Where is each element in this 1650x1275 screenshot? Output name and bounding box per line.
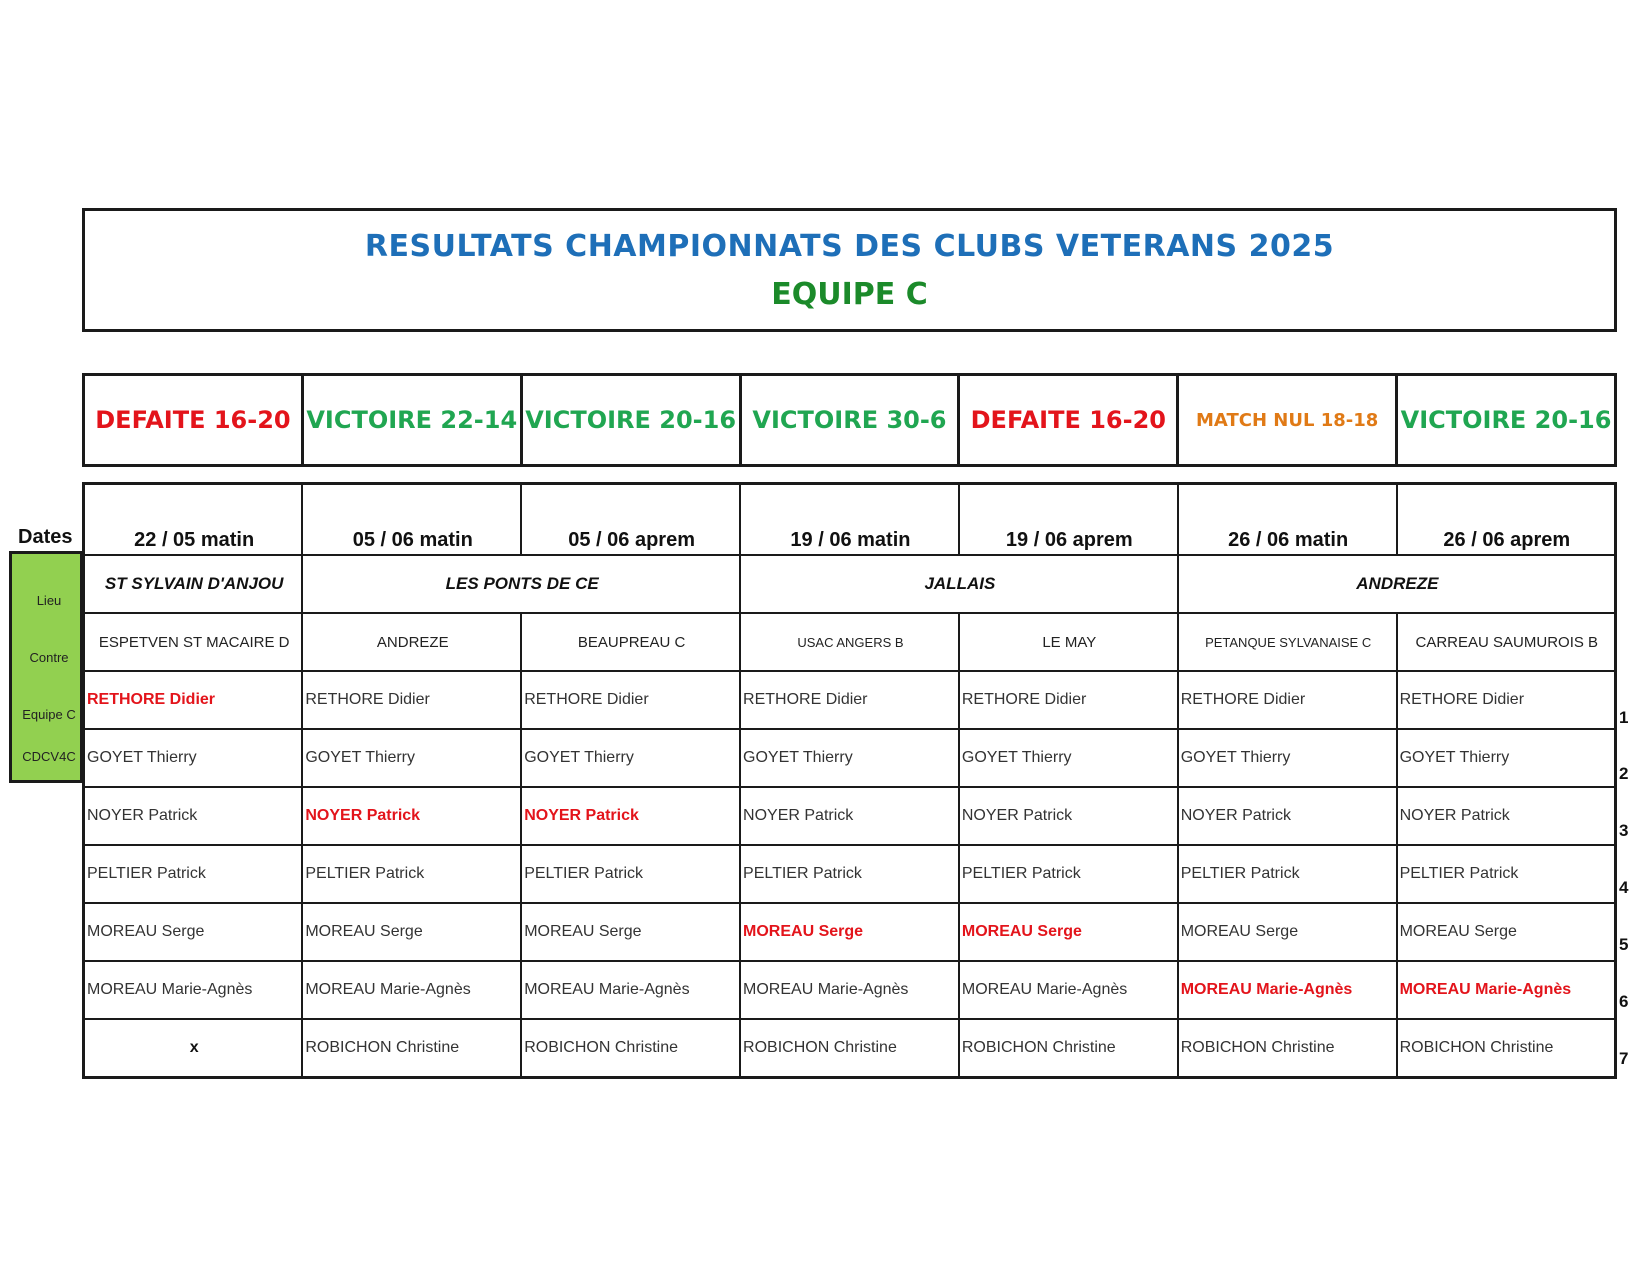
player-cell: x	[84, 1019, 303, 1078]
contre-cell: ESPETVEN ST MACAIRE D	[84, 613, 303, 671]
contre-cell: LE MAY	[959, 613, 1178, 671]
result-cell: MATCH NUL 18-18	[1178, 375, 1397, 466]
results-table	[82, 373, 1617, 467]
player-cell: NOYER Patrick	[740, 787, 959, 845]
player-cell: GOYET Thierry	[521, 729, 740, 787]
player-cell: ROBICHON Christine	[302, 1019, 521, 1078]
player-cell: MOREAU Serge	[521, 903, 740, 961]
player-cell: NOYER Patrick	[302, 787, 521, 845]
contre-cell: BEAUPREAU C	[521, 613, 740, 671]
player-cell: MOREAU Serge	[302, 903, 521, 961]
player-cell: MOREAU Serge	[1397, 903, 1616, 961]
player-cell: GOYET Thierry	[1178, 729, 1397, 787]
contre-cell: PETANQUE SYLVANAISE C	[1178, 613, 1397, 671]
row-number: 6	[1619, 992, 1629, 1011]
result-cell: DEFAITE 16-20	[959, 375, 1178, 466]
player-cell: GOYET Thierry	[740, 729, 959, 787]
lieu-cell: LES PONTS DE CE	[302, 555, 740, 613]
date-cell: 26 / 06 matin	[1178, 484, 1397, 556]
contre-cell: USAC ANGERS B	[740, 613, 959, 671]
date-cell: 26 / 06 aprem	[1397, 484, 1616, 556]
row-number: 7	[1619, 1049, 1629, 1068]
lieu-cell: JALLAIS	[740, 555, 1178, 613]
player-row	[84, 671, 1616, 729]
row-number: 3	[1619, 821, 1629, 840]
player-cell: NOYER Patrick	[959, 787, 1178, 845]
player-cell: MOREAU Serge	[1178, 903, 1397, 961]
row-number: 4	[1619, 878, 1629, 897]
player-cell: MOREAU Marie-Agnès	[1397, 961, 1616, 1019]
player-cell: NOYER Patrick	[84, 787, 303, 845]
date-cell: 19 / 06 matin	[740, 484, 959, 556]
player-cell: MOREAU Marie-Agnès	[302, 961, 521, 1019]
player-cell: RETHORE Didier	[959, 671, 1178, 729]
player-cell: MOREAU Marie-Agnès	[740, 961, 959, 1019]
player-cell: RETHORE Didier	[1397, 671, 1616, 729]
player-cell: MOREAU Marie-Agnès	[1178, 961, 1397, 1019]
result-cell: DEFAITE 16-20	[84, 375, 303, 466]
equipe-label: Equipe C	[22, 707, 76, 722]
player-cell: MOREAU Marie-Agnès	[84, 961, 303, 1019]
player-cell: MOREAU Serge	[959, 903, 1178, 961]
date-cell: 05 / 06 matin	[302, 484, 521, 556]
player-cell: PELTIER Patrick	[1178, 845, 1397, 903]
player-cell: RETHORE Didier	[302, 671, 521, 729]
player-cell: MOREAU Serge	[84, 903, 303, 961]
contre-label: Contre	[29, 650, 69, 665]
player-cell: NOYER Patrick	[1178, 787, 1397, 845]
player-row	[84, 1019, 1616, 1078]
player-cell: GOYET Thierry	[959, 729, 1178, 787]
dates-row	[84, 484, 1616, 556]
player-row	[84, 903, 1616, 961]
schedule-table	[82, 482, 1617, 1079]
player-cell: RETHORE Didier	[740, 671, 959, 729]
lieu-label: Lieu	[36, 593, 62, 608]
player-cell: NOYER Patrick	[1397, 787, 1616, 845]
player-cell: MOREAU Serge	[740, 903, 959, 961]
player-cell: PELTIER Patrick	[959, 845, 1178, 903]
results-row	[84, 375, 1616, 466]
player-cell: GOYET Thierry	[84, 729, 303, 787]
player-cell: MOREAU Marie-Agnès	[959, 961, 1178, 1019]
contre-cell: ANDREZE	[302, 613, 521, 671]
player-row	[84, 729, 1616, 787]
player-row	[84, 787, 1616, 845]
lieu-cell: ST SYLVAIN D'ANJOU	[84, 555, 303, 613]
club-label: CDCV4C	[22, 749, 76, 764]
player-cell: PELTIER Patrick	[740, 845, 959, 903]
result-cell: VICTOIRE 20-16	[1397, 375, 1616, 466]
player-row	[84, 961, 1616, 1019]
side-label-column	[9, 551, 83, 783]
result-cell: VICTOIRE 20-16	[521, 375, 740, 466]
player-cell: ROBICHON Christine	[521, 1019, 740, 1078]
player-cell: ROBICHON Christine	[740, 1019, 959, 1078]
result-cell: VICTOIRE 30-6	[740, 375, 959, 466]
result-cell: VICTOIRE 22-14	[302, 375, 521, 466]
player-cell: NOYER Patrick	[521, 787, 740, 845]
row-number: 1	[1619, 708, 1629, 727]
lieu-row	[84, 555, 1616, 613]
player-cell: MOREAU Marie-Agnès	[521, 961, 740, 1019]
player-cell: ROBICHON Christine	[1397, 1019, 1616, 1078]
title-box	[82, 208, 1617, 332]
player-cell: PELTIER Patrick	[521, 845, 740, 903]
dates-label: Dates	[18, 526, 73, 548]
contre-row	[84, 613, 1616, 671]
page-subtitle: EQUIPE C	[771, 277, 928, 312]
player-cell: GOYET Thierry	[302, 729, 521, 787]
player-cell: RETHORE Didier	[84, 671, 303, 729]
player-cell: PELTIER Patrick	[302, 845, 521, 903]
date-cell: 19 / 06 aprem	[959, 484, 1178, 556]
date-cell: 22 / 05 matin	[84, 484, 303, 556]
lieu-cell: ANDREZE	[1178, 555, 1616, 613]
player-cell: RETHORE Didier	[1178, 671, 1397, 729]
contre-cell: CARREAU SAUMUROIS B	[1397, 613, 1616, 671]
player-cell: ROBICHON Christine	[1178, 1019, 1397, 1078]
row-number: 2	[1619, 764, 1629, 783]
player-cell: GOYET Thierry	[1397, 729, 1616, 787]
player-cell: PELTIER Patrick	[1397, 845, 1616, 903]
date-cell: 05 / 06 aprem	[521, 484, 740, 556]
player-cell: RETHORE Didier	[521, 671, 740, 729]
player-cell: PELTIER Patrick	[84, 845, 303, 903]
page-title: RESULTATS CHAMPIONNATS DES CLUBS VETERANS 2025	[364, 229, 1335, 264]
row-number: 5	[1619, 935, 1629, 954]
player-row	[84, 845, 1616, 903]
player-cell: ROBICHON Christine	[959, 1019, 1178, 1078]
